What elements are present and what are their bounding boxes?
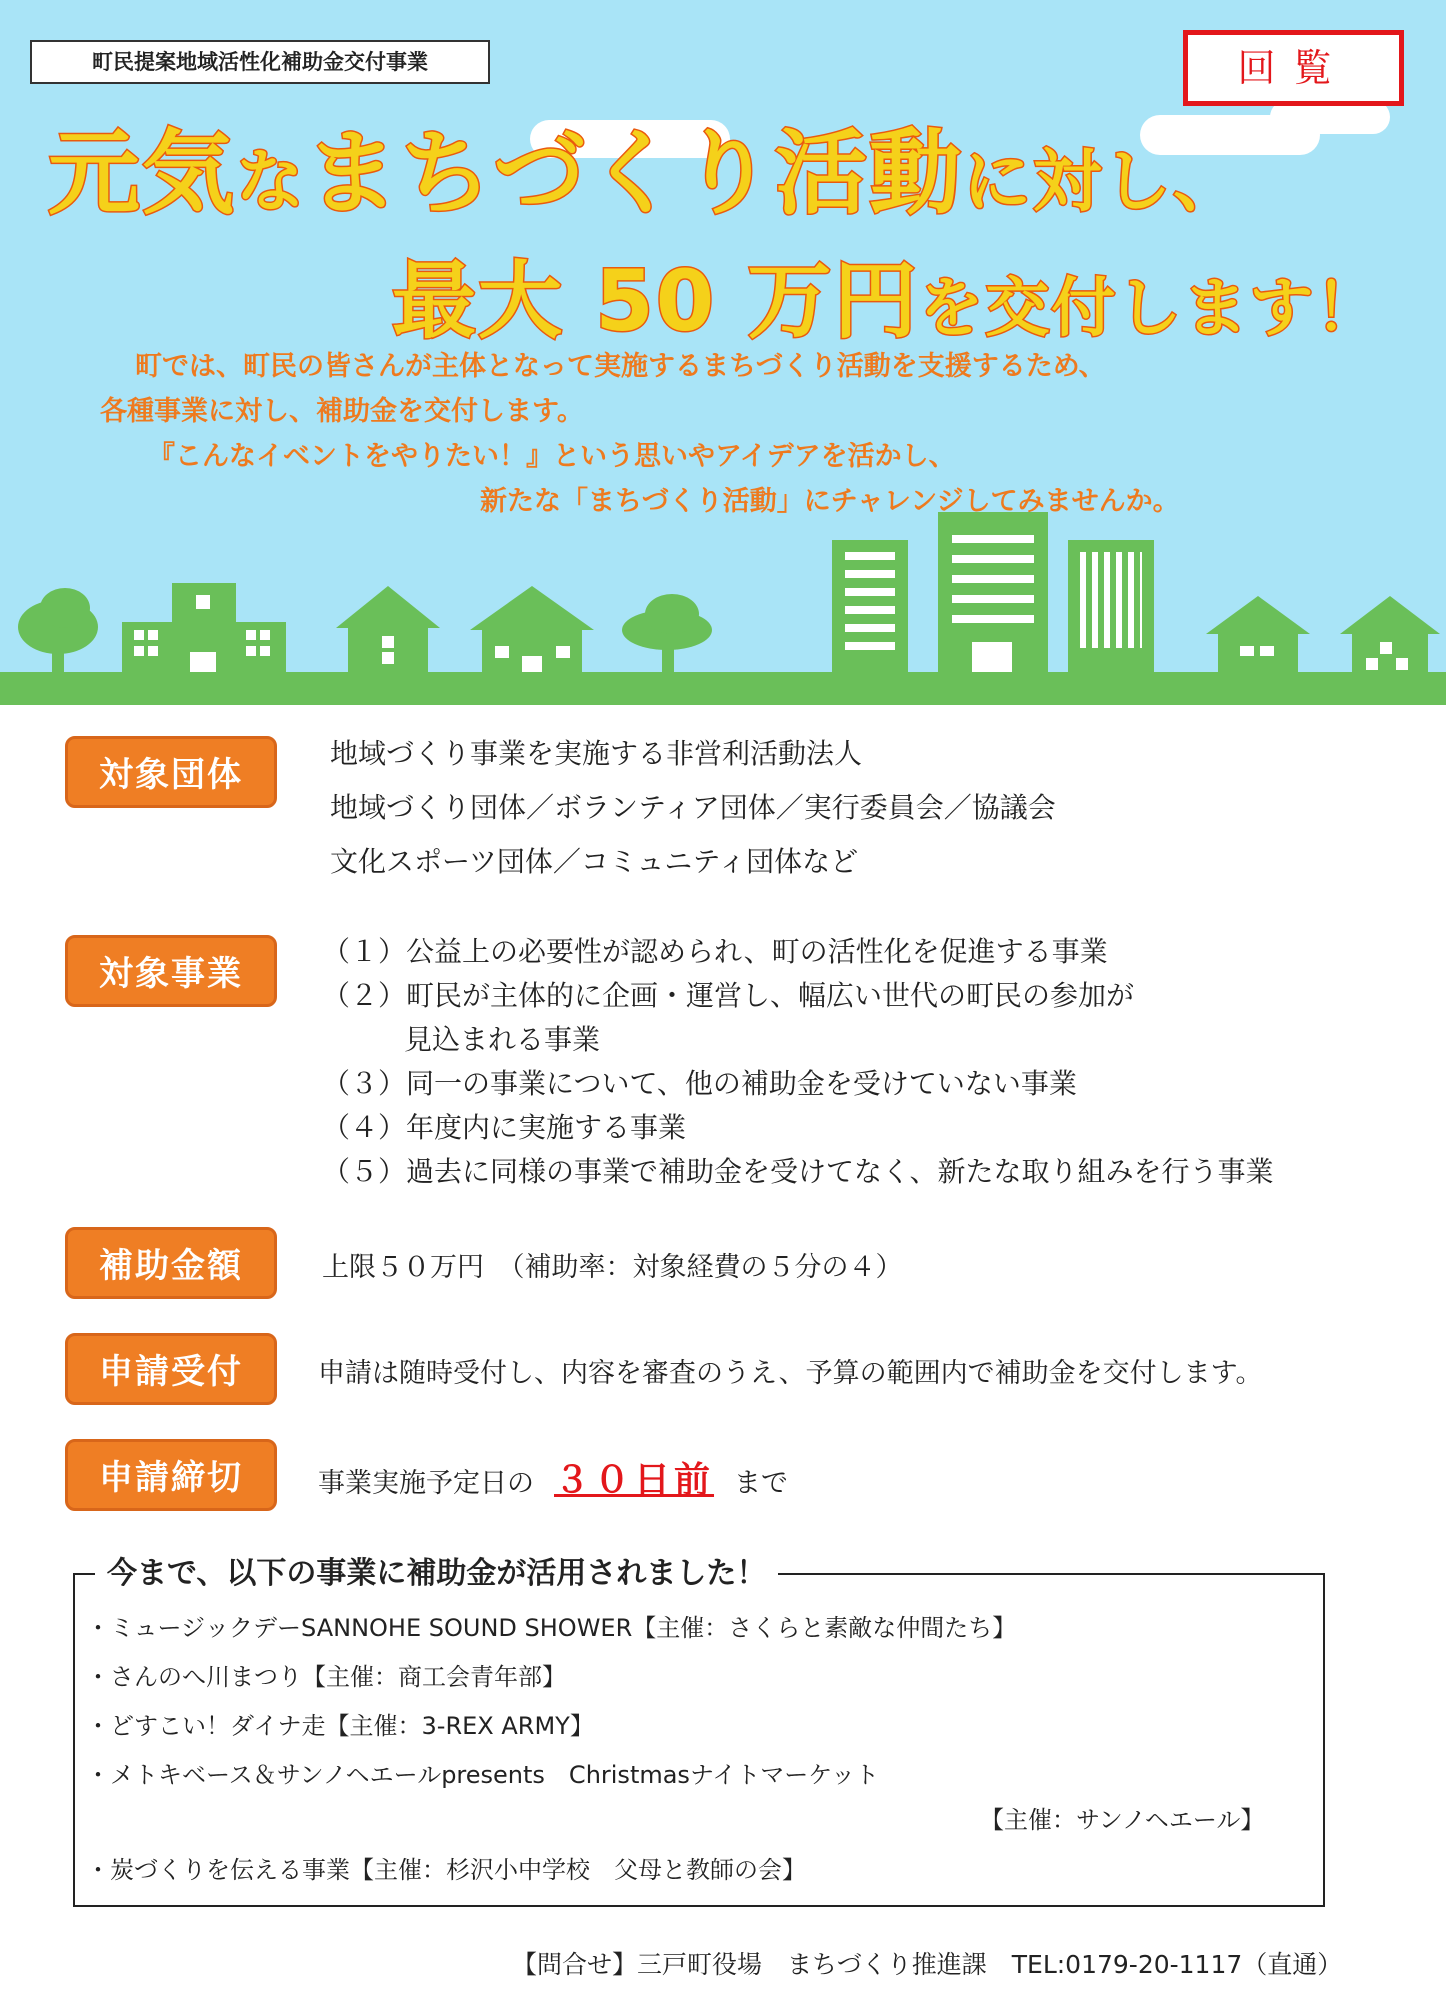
example-item: ・ミュージックデーSANNOHE SOUND SHOWER【主催：さくらと素敵な仲間たち】 (86, 1614, 1017, 1642)
headline-text: まちづくり活動 (306, 120, 964, 227)
label-target-projects: 対象事業 (65, 935, 277, 1007)
window (196, 595, 210, 609)
headline-text: 万円 (747, 252, 920, 350)
intro-line: 新たな「まちづくり活動」にチャレンジしてみませんか。 (480, 486, 1180, 517)
tree-trunk (662, 640, 674, 675)
house-roof (1206, 596, 1310, 634)
deadline-suffix: まで (734, 1468, 789, 1499)
deadline-value: ３０日前 (554, 1460, 715, 1501)
window (845, 606, 895, 614)
window (246, 646, 256, 656)
window (495, 646, 509, 658)
example-item: 【主催：サンノヘエール】 (980, 1806, 1265, 1834)
window (260, 646, 270, 656)
window (1260, 646, 1274, 656)
headline-text: に対し、 (963, 143, 1244, 222)
window (1380, 642, 1392, 654)
window (148, 646, 158, 656)
house-roof (1340, 596, 1440, 634)
target-project-line: （４）年度内に実施する事業 (322, 1111, 687, 1144)
example-item: ・さんのへ川まつり【主催：商工会青年部】 (86, 1663, 566, 1691)
window (952, 555, 1034, 563)
window (952, 575, 1034, 583)
deadline-text (318, 1452, 788, 1503)
example-item: ・メトキベース＆サンノヘエールpresents Christmasナイトマーケット (86, 1761, 880, 1789)
label-deadline: 申請締切 (65, 1439, 277, 1511)
target-group-line: 地域づくり団体／ボランティア団体／実行委員会／協議会 (330, 791, 1056, 824)
example-item: ・どすこい！ダイナ走【主催：3-REX ARMY】 (86, 1712, 594, 1740)
house-roof (470, 586, 594, 630)
intro-line: 各種事業に対し、補助金を交付します。 (100, 396, 584, 427)
house-icon (348, 626, 428, 674)
headline-text: 元気 (48, 120, 237, 227)
intro-line: 町では、町民の皆さんが主体となって実施するまちづくり活動を支援するため、 (135, 351, 1106, 382)
examples-title: 今まで、以下の事業に補助金が活用されました！ (95, 1548, 778, 1592)
headline-text: 50 (564, 252, 748, 350)
target-project-line: （１）公益上の必要性が認められ、町の活性化を促進する事業 (322, 935, 1108, 968)
target-project-line: （５）過去に同様の事業で補助金を受けてなく、新たな取り組みを行う事業 (322, 1155, 1274, 1188)
target-project-line: （３）同一の事業について、他の補助金を受けていない事業 (322, 1067, 1077, 1100)
label-amount: 補助金額 (65, 1227, 277, 1299)
window (845, 588, 895, 596)
target-project-line: 見込まれる事業 (404, 1023, 601, 1056)
circulation-stamp: 回覧 (1183, 30, 1404, 106)
window (260, 630, 270, 640)
window (148, 630, 158, 640)
window (382, 652, 394, 664)
tree-icon (645, 594, 699, 634)
program-tagline: 町民提案地域活性化補助金交付事業 (30, 40, 490, 84)
headline-text: を交付します！ (919, 272, 1382, 346)
window (845, 642, 895, 650)
window (952, 595, 1034, 603)
headline-line-2 (392, 234, 1381, 355)
contact-info: 【問合せ】三戸町役場 まちづくり推進課 TEL:0179-20-1117（直通） (512, 1950, 1343, 1979)
window (952, 535, 1034, 543)
window (556, 646, 570, 658)
label-application: 申請受付 (65, 1333, 277, 1405)
window (952, 615, 1034, 623)
window (845, 624, 895, 632)
window (1366, 658, 1378, 670)
window (134, 646, 144, 656)
headline-text: な (236, 143, 307, 222)
window (845, 570, 895, 578)
example-item: ・炭づくりを伝える事業【主催：杉沢小中学校 父母と教師の会】 (86, 1856, 806, 1884)
deadline-prefix: 事業実施予定日の (318, 1468, 534, 1499)
window (246, 630, 256, 640)
window (382, 636, 394, 648)
tree-icon (40, 588, 90, 628)
intro-line: 『こんなイベントをやりたい！』という思いやアイデアを活かし、 (148, 441, 956, 472)
house-roof (336, 586, 440, 628)
door (190, 652, 216, 674)
target-group-line: 地域づくり事業を実施する非営利活動法人 (330, 737, 863, 770)
tree-trunk (52, 640, 64, 675)
window (1396, 658, 1408, 670)
target-group-line: 文化スポーツ団体／コミュニティ団体など (330, 845, 859, 878)
window (1240, 646, 1254, 656)
door (972, 642, 1012, 674)
label-target-groups: 対象団体 (65, 736, 277, 808)
window (1080, 552, 1142, 648)
headline-line-1 (48, 100, 1243, 232)
amount-text: 上限５０万円 （補助率：対象経費の５分の４） (322, 1252, 903, 1283)
window (845, 552, 895, 560)
house-icon (1218, 632, 1298, 674)
application-text: 申請は随時受付し、内容を審査のうえ、予算の範囲内で補助金を交付します。 (318, 1358, 1263, 1389)
headline-text: 最大 (392, 252, 565, 350)
target-project-line: （２）町民が主体的に企画・運営し、幅広い世代の町民の参加が (322, 979, 1135, 1012)
window (134, 630, 144, 640)
ground-strip (0, 672, 1446, 705)
